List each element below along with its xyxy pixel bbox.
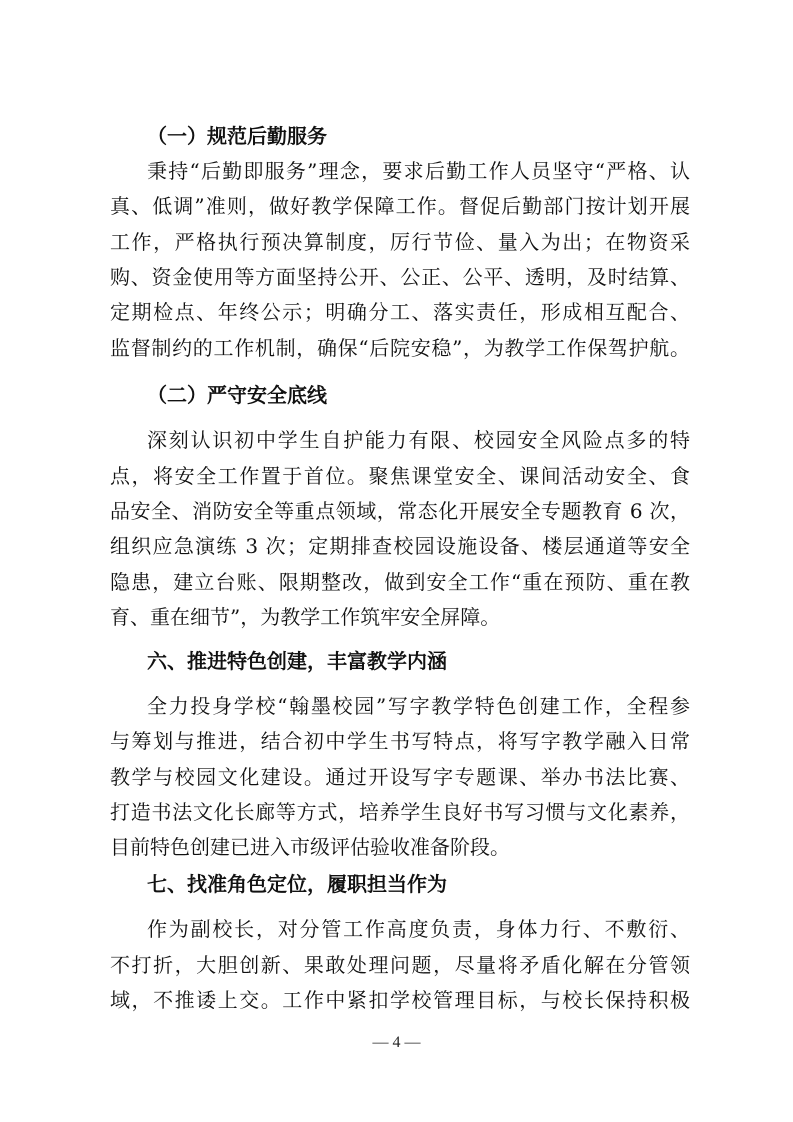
paragraph-line: 定期检点、年终公示；明确分工、落实责任，形成相互配合、: [110, 300, 690, 324]
paragraph-line: 与筹划与推进，结合初中学生书写特点，将写字教学融入日常: [110, 729, 690, 753]
section-heading-characteristic: 六、推进特色创建，丰富教学内涵: [147, 649, 447, 673]
paragraph-line: 目前特色创建已进入市级评估验收准备阶段。: [110, 835, 510, 859]
paragraph-line: 域，不推诿上交。工作中紧扣学校管理目标，与校长保持积极: [110, 988, 690, 1012]
paragraph-line: 教学与校园文化建设。通过开设写字专题课、举办书法比赛、: [110, 765, 690, 789]
paragraph-line: 真、低调”准则，做好教学保障工作。督促后勤部门按计划开展: [110, 194, 690, 218]
paragraph-line: 深刻认识初中学生自护能力有限、校园安全风险点多的特: [147, 428, 690, 452]
paragraph-line: 育、重在细节”，为教学工作筑牢安全屏障。: [110, 605, 501, 629]
section-heading-role: 七、找准角色定位，履职担当作为: [147, 872, 447, 896]
paragraph-line: 不打折，大胆创新、果敢处理问题，尽量将矛盾化解在分管领: [110, 953, 690, 977]
paragraph-line: 隐患，建立台账、限期整改，做到安全工作“重在预防、重在教: [110, 570, 690, 594]
paragraph-line: 秉持“后勤即服务”理念，要求后勤工作人员坚守“严格、认: [147, 159, 690, 183]
paragraph-line: 品安全、消防安全等重点领域，常态化开展安全专题教育 6 次，: [110, 499, 690, 523]
paragraph-line: 打造书法文化长廊等方式，培养学生良好书写习惯与文化素养，: [110, 800, 690, 824]
paragraph-line: 作为副校长，对分管工作高度负责，身体力行、不敷衍、: [147, 917, 690, 941]
paragraph-line: 购、资金使用等方面坚持公开、公正、公平、透明，及时结算、: [110, 265, 690, 289]
section-heading-safety: （二）严守安全底线: [147, 383, 327, 407]
paragraph-line: 全力投身学校“翰墨校园”写字教学特色创建工作，全程参: [147, 694, 690, 718]
page-number: — 4 —: [372, 1034, 421, 1051]
paragraph-line: 组织应急演练 3 次；定期排查校园设施设备、楼层通道等安全: [110, 534, 690, 558]
paragraph-line: 工作，严格执行预决算制度，厉行节俭、量入为出；在物资采: [110, 230, 690, 254]
section-heading-logistics: （一）规范后勤服务: [147, 124, 327, 148]
paragraph-line: 点，将安全工作置于首位。聚焦课堂安全、课间活动安全、食: [110, 464, 690, 488]
paragraph-line: 监督制约的工作机制，确保“后院安稳”，为教学工作保驾护航。: [110, 336, 690, 360]
